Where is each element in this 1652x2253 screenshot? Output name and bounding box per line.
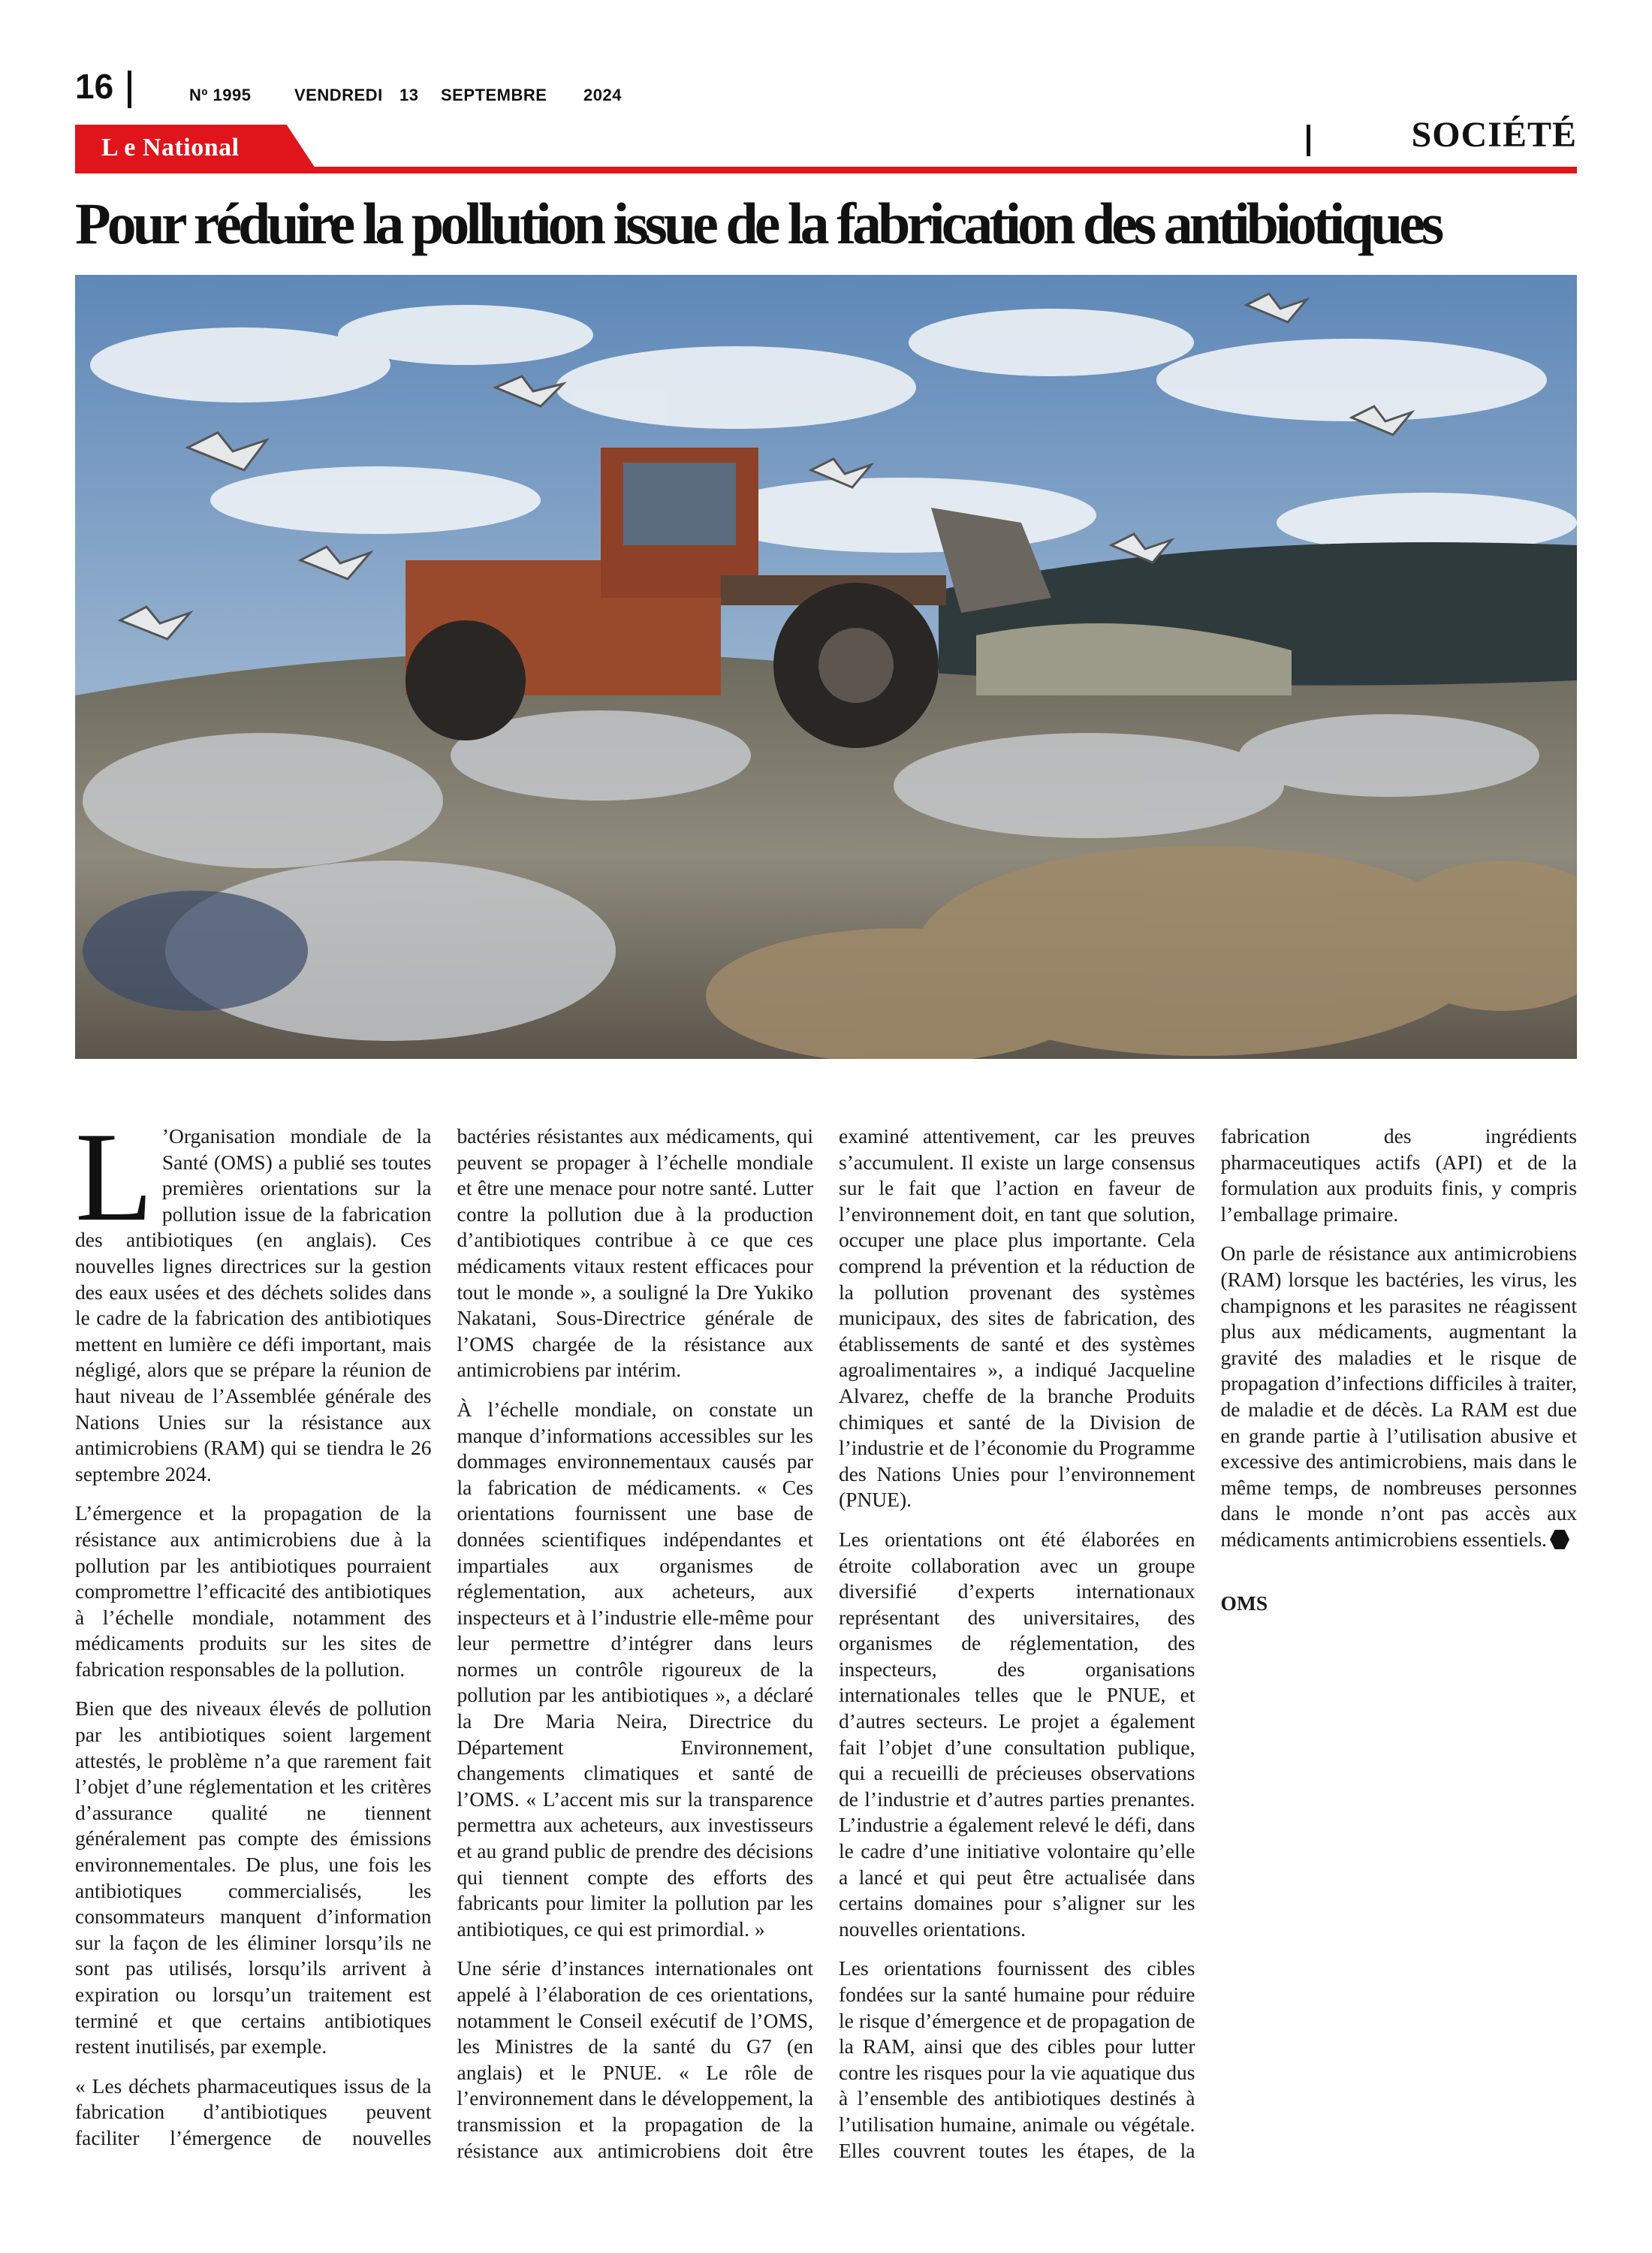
article-paragraph: Les orientations fournissent des cibles fondées sur la santé humaine pour réduire le risque d’émergence et de propagation de la RAM, ainsi que des cibles pour lutter contre les risques pour la vie aquatique dus à l’ensemble des antibiotiques destinés à l’utilisation humaine, animale ou végétale. Elles couvrent toutes les étapes, de la fabrication des ingrédients pharmaceutiques actifs (API) et de la formulation aux produits finis, y compris l’emballage primaire. <box>839 1124 1577 2162</box>
article-signature: OMS <box>1220 1591 1268 1615</box>
article-headline: Pour réduire la pollution issue de la fabrication des antibiotiques <box>75 191 1441 256</box>
paragraph-text: ’Organisation mondiale de la Santé (OMS) a publié ses toutes premières orientations sur la pollution issue de la fabrication des antibiotiques (en anglais). Ces nouvelles lignes directrices sur la gestion des eaux usées et des déchets solides dans le cadre de la fabrication des antibiotiques mettent en lumière ce défi important, mais négligé, alors que se prépare la réunion de haut niveau de l’Assemblée générale des Nations Unies sur la résistance aux antimicrobiens (RAM) qui se tiendra le 26 septembre 2024. <box>75 1124 432 1485</box>
paragraph-text: On parle de résistance aux antimicrobiens (RAM) lorsque les bactéries, les virus, les champignons et les parasites ne réagissent plus aux médicaments, augmentant la gravité des maladies et le risque de propagation d’infections difficiles à traiter, de maladie et de décès. La RAM est due en grande partie à l’utilisation abusive et excessive des antimicrobiens, mais dans le même temps, de nombreuses personnes dans le monde n’ont pas accès aux médicaments antimicrobiens essentiels. <box>1220 1241 1577 1551</box>
article-body <box>75 1106 1577 2175</box>
page-number-divider <box>128 71 131 108</box>
issue-day: 13 <box>399 86 419 104</box>
article-paragraph <box>1221 1241 1578 1552</box>
article-paragraph: Une série d’instances internationales ont appelé à l’élaboration de ces orientations, notamment le Conseil exécutif de l’OMS, les Ministres de la santé du G7 (en anglais) et le PNUE. « Le rôle de l’environnement dans le développement, la transmission et la propagation de la résistance aux antimicrobiens doit être examiné attentivement, car les preuves s’accumulent. Il existe un large consensus sur le fait que l’action en faveur de l’environnement doit, en tant que solution, occuper une place plus importante. Cela comprend la prévention et la réduction de la pollution provenant des systèmes municipaux, des sites de fabrication, des établissements de santé et des systèmes agroalimentaires », a indiqué Jacqueline Alvarez, cheffe de la branche Produits chimiques et santé de la Division de l’industrie et de l’économie du Programme des Nations Unies pour l’environnement (PNUE). <box>457 1124 1195 2162</box>
article-paragraph: Les orientations ont été élaborées en étroite collaboration avec un groupe diversifié d’experts internationaux représentant des universitaires, des organismes de réglementation, des inspecteurs, des organisations internationales telles que le PNUE, et d’autres secteurs. Le projet a également fait l’objet d’une consultation publique, qui a recueilli de précieuses observations de l’industrie et d’autres parties prenantes. L’industrie a également relevé le défi, dans le cadre d’une initiative volontaire qu’elle a lancé et qui peut être actualisée dans certains domaines pour s’aligner sur les nouvelles orientations. <box>839 1527 1195 1941</box>
header-rule <box>75 167 1577 173</box>
issue-year: 2024 <box>583 86 622 104</box>
article-paragraph <box>75 1106 432 1487</box>
rubric-divider <box>1307 125 1310 156</box>
page-number: 16 <box>75 67 114 106</box>
article-paragraph: Bien que des niveaux élevés de pollution par les antibiotiques soient largement attestés, le problème n’a que rarement fait l’objet d’une réglementation et les critères d’assurance qualité ne tiennent généralement pas compte des émissions environnementales. De plus, une fois les antibiotiques commercialisés, les consommateurs manquent d’information sur la façon de les éliminer lorsqu’ils ne sont pas utilisés, lorsqu’ils arrivent à expiration ou lorsqu’un traitement est terminé et que certains antibiotiques restent inutilisés, par exemple. <box>75 1697 432 2058</box>
landfill-photo-illustration <box>75 275 1577 1059</box>
article-paragraph: « Les déchets pharmaceutiques issus de la fabrication d’antibiotiques peuvent faciliter l’émergence de nouvelles bactéries résistantes aux médicaments, qui peuvent se propager à l’échelle mondiale et être une menace pour notre santé. Lutter contre la pollution due à la production d’antibiotiques contribue à ce que ces médicaments vitaux restent efficaces pour tout le monde », a souligné la Dre Yukiko Nakatani, Sous-Directrice générale de l’OMS chargée de la résistance aux antimicrobiens par intérim. <box>75 1124 813 2149</box>
article-paragraph: L’émergence et la propagation de la résistance aux antimicrobiens due à la pollution par les antibiotiques pourraient compromettre l’efficacité des antibiotiques à l’échelle mondiale, notamment des médicaments produits sur les sites de fabrication responsables de la pollution. <box>75 1501 432 1681</box>
brand-logo: L e National <box>101 134 240 161</box>
issue-number: Nº 1995 <box>189 86 252 104</box>
issue-line <box>189 86 622 105</box>
article-paragraph: À l’échelle mondiale, on constate un manque d’informations accessibles sur les dommages environnementaux causés par la fabrication de médicaments. « Ces orientations fournissent une base de données scientifiques indépendantes et impartiales aux organismes de réglementation, aux acheteurs, aux inspecteurs et à l’industrie elle-même pour leur permettre d’intégrer dans leurs normes un contrôle rigoureux de la pollution par les antibiotiques », a déclaré la Dre Maria Neira, Directrice du Département Environnement, changements climatiques et santé de l’OMS. « L’accent mis sur la transparence permettra aux acheteurs, aux investisseurs et au grand public de prendre des décisions qui tiennent compte des efforts des fabricants pour limiter la pollution par les antibiotiques, ce qui est primordial. » <box>457 1397 813 1941</box>
drop-cap: L <box>75 1106 153 1247</box>
issue-month: SEPTEMBRE <box>441 86 547 104</box>
section-rubric: SOCIÉTÉ <box>1411 115 1577 155</box>
end-of-article-icon <box>1550 1530 1569 1549</box>
issue-weekday: VENDREDI <box>294 86 383 104</box>
landfill-photo <box>75 275 1577 1059</box>
